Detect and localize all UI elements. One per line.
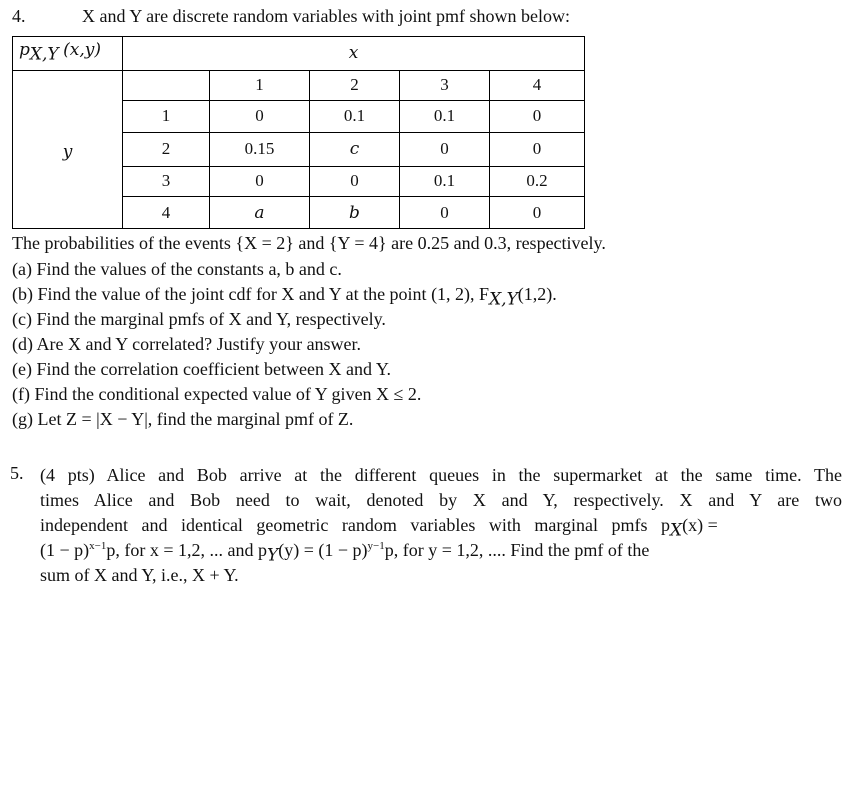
pmf-cell: b — [349, 203, 360, 223]
line-4-end: p, for y = 1,2, .... Find the pmf of the — [384, 540, 650, 560]
pmf-cell: a — [254, 203, 265, 223]
line-4-mid: p, for x = 1,2, ... and p — [106, 540, 267, 560]
problem-4-number: 4. — [12, 6, 26, 26]
pmf-cell: 0.2 — [526, 171, 548, 190]
pmf-cell: 0 — [440, 139, 449, 158]
problem-4-part-e: (e) Find the correlation coefficient between X and Y. — [12, 359, 392, 379]
table-divider — [122, 132, 584, 133]
joint-pmf-table — [12, 36, 585, 229]
pmf-cell: 0.15 — [244, 139, 275, 158]
x-axis-label: x — [348, 43, 359, 63]
line-3-text: independent and identical geometric random variables with marginal pmfs p — [40, 515, 670, 535]
problem-5-line-3 — [40, 513, 842, 541]
line-4-mid2: (y) = (1 − p) — [278, 540, 368, 560]
part-b-subscript: X,Y — [489, 289, 518, 310]
x-value-header: 1 — [255, 75, 264, 94]
x-value-header: 3 — [440, 75, 449, 94]
pmf-cell: 0.1 — [433, 106, 456, 125]
pmf-cell: 0 — [532, 139, 542, 158]
x-value-header: 2 — [350, 75, 359, 94]
pmf-cell: 0 — [350, 171, 359, 190]
table-divider — [122, 100, 584, 101]
pmf-cell: 0.1 — [433, 171, 456, 190]
line-3-subscript: X — [670, 520, 683, 541]
y-value-header: 4 — [161, 203, 171, 222]
y-value-header: 3 — [161, 171, 171, 190]
line-4-subscript: Y — [267, 545, 279, 566]
pmf-cell: 0 — [532, 203, 542, 222]
line-3-tail: (x) = — [682, 515, 718, 535]
line-4-sup-1: x−1 — [89, 540, 107, 552]
problem-5-line-5: sum of X and Y, i.e., X + Y. — [40, 565, 239, 585]
problem-4-part-a: (a) Find the values of the constants a, b and c. — [12, 259, 342, 279]
problem-4-part-g: (g) Let Z = |X − Y|, find the marginal pmf of Z. — [12, 409, 354, 429]
problem-5-line-4 — [40, 538, 842, 566]
problem-4-part-c: (c) Find the marginal pmfs of X and Y, respectively. — [12, 309, 386, 329]
y-value-header: 1 — [161, 106, 171, 125]
problem-4-part-f: (f) Find the conditional expected value of Y given X ≤ 2. — [12, 384, 422, 404]
line-4-sup-2: y−1 — [367, 540, 385, 552]
problem-5-number: 5. — [10, 463, 24, 483]
pmf-cell: 0 — [255, 171, 264, 190]
problem-4-intro: X and Y are discrete random variables with joint pmf shown below: — [82, 6, 571, 26]
table-corner-label: $p_{X,Y}$ (x,y) — [19, 40, 101, 65]
pmf-cell: 0 — [255, 106, 264, 125]
part-b-args: (1,2). — [517, 284, 557, 304]
line-4-start: (1 − p) — [40, 540, 90, 560]
y-value-header: 2 — [161, 139, 171, 158]
problem-4-part-d: (d) Are X and Y correlated? Justify your answer. — [12, 334, 362, 354]
table-divider — [122, 196, 584, 197]
pmf-cell: 0 — [532, 106, 542, 125]
pmf-cell: 0.1 — [343, 106, 366, 125]
y-axis-label: y — [62, 142, 73, 162]
table-divider — [13, 70, 584, 71]
problem-4-part-b — [12, 282, 557, 310]
x-value-header: 4 — [532, 75, 542, 94]
pmf-cell: c — [349, 139, 360, 159]
table-divider — [122, 166, 584, 167]
part-b-text: (b) Find the value of the joint cdf for X and Y at the point (1, 2), F — [12, 284, 490, 304]
problem-5-line-2: times Alice and Bob need to wait, denoted by X and Y, respectively. X and Y are two — [40, 490, 842, 510]
pmf-cell: 0 — [440, 203, 449, 222]
problem-5-line-1: (4 pts) Alice and Bob arrive at the different queues in the supermarket at the same time. The — [40, 465, 842, 485]
problem-4-statement: The probabilities of the events {X = 2} and {Y = 4} are 0.25 and 0.3, respectively. — [12, 233, 606, 253]
